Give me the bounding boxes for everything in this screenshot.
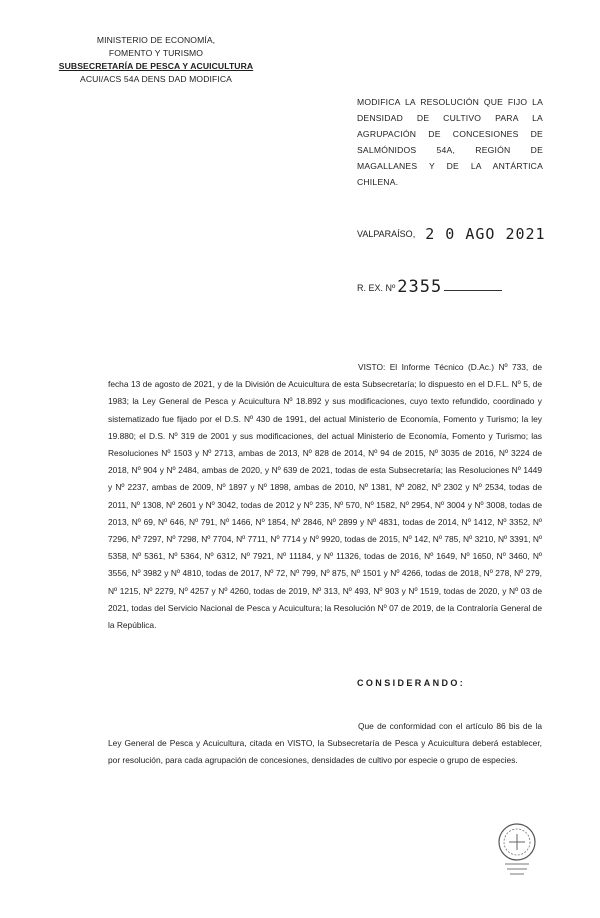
considerando-title: CONSIDERANDO: bbox=[357, 678, 466, 688]
date-place: VALPARAÍSO, bbox=[357, 229, 416, 239]
subsecretariat-name: SUBSECRETARÍA DE PESCA Y ACUICULTURA bbox=[58, 61, 254, 71]
resolution-number: 2355 bbox=[397, 277, 443, 297]
official-seal-icon bbox=[495, 820, 539, 878]
resolution-subject: MODIFICA LA RESOLUCIÓN QUE FIJO LA DENSIDAD DE CULTIVO PARA LA AGRUPACIÓN DE CONCESIONES DE SALMÓNIDOS 54A, REGIÓN DE MAGALLANES Y DE LA ANTÁRTICA CHILENA. bbox=[357, 97, 543, 187]
ministry-name: MINISTERIO DE ECONOMÍA, bbox=[96, 35, 216, 45]
date-line bbox=[357, 223, 546, 241]
resolution-underline bbox=[444, 290, 502, 291]
ministry-name-cont: FOMENTO Y TURISMO bbox=[108, 48, 204, 58]
resolution-label: R. EX. Nº bbox=[357, 283, 396, 293]
resolution-number-line bbox=[357, 276, 502, 296]
considerando-paragraph-1: Que de conformidad con el artículo 86 bis de la Ley General de Pesca y Acuicultura, citada en VISTO, la Subsecretaría de Pesca y Acuicultura deberá establecer, por resolución, para cada agrupación de concesiones, densidades de cultivo por especie o grupo de especies. bbox=[108, 721, 542, 766]
file-reference: ACUI/ACS 54A DENS DAD MODIFICA bbox=[80, 74, 232, 84]
ministry-header bbox=[56, 34, 256, 86]
date-stamp: 2 0 AGO 2021 bbox=[425, 225, 546, 243]
visto-paragraph: VISTO: El Informe Técnico (D.Ac.) Nº 733, de fecha 13 de agosto de 2021, y de la División de Acuicultura de esta Subsecretaría; lo dispuesto en el D.F.L. Nº 5, de 1983; la Ley General de Pesca y Acuicultura Nº 18.892 y sus modificaciones, cuyo texto refundido, coordinado y sistematizado fue fijado por el D.S. Nº 430 de 1991, del actual Ministerio de Economía, Fomento y Turismo; la ley 19.880; el D.S. Nº 319 de 2001 y sus modificaciones, del actual Ministerio de Economía, Fomento y Turismo; las Resoluciones Nº 1503 y Nº 2713, ambas de 2013, Nº 828 de 2014, Nº 94 de 2015, Nº 3035 de 2016, Nº 3224 de 2018, Nº 904 y Nº 2484, ambas de 2020, y Nº 639 de 2021, todas de esta Subsecretaría; las Resoluciones Nº 1449 y Nº 2237, ambas de 2009, Nº 1897 y Nº 1898, ambas de 2010, Nº 1381, Nº 2082, Nº 2302 y Nº 2534, todas de 2011, Nº 1308, Nº 2601 y Nº 3042, todas de 2012 y Nº 235, Nº 570, Nº 1582, Nº 2954, Nº 3004 y Nº 3008, todas de 2013, Nº 69, Nº 646, Nº 791, Nº 1466, Nº 1854, Nº 2846, Nº 2899 y Nº 4831, todas de 2014, Nº 1412, Nº 3352, Nº 7296, Nº 7297, Nº 7298, Nº 7704, Nº 7711, Nº 7714 y Nº 9920, todas de 2015, Nº 142, Nº 785, Nº 3210, Nº 3391, Nº 5358, Nº 5361, Nº 5364, Nº 6312, Nº 7921, Nº 11184, y Nº 11326, todas de 2016, Nº 1649, Nº 1650, Nº 3460, Nº 3556, Nº 3982 y Nº 4810, todas de 2017, Nº 72, Nº 799, Nº 875, Nº 1501 y Nº 4266, todas de 2018, Nº 278, Nº 279, Nº 1215, Nº 2279, Nº 4257 y Nº 4260, todas de 2019, Nº 313, Nº 493, Nº 903 y Nº 1519, todas de 2020, y Nº 03 de 2021, todas del Servicio Nacional de Pesca y Acuicultura; la Resolución Nº 07 de 2019, de la Contraloría General de la República. bbox=[108, 362, 542, 631]
